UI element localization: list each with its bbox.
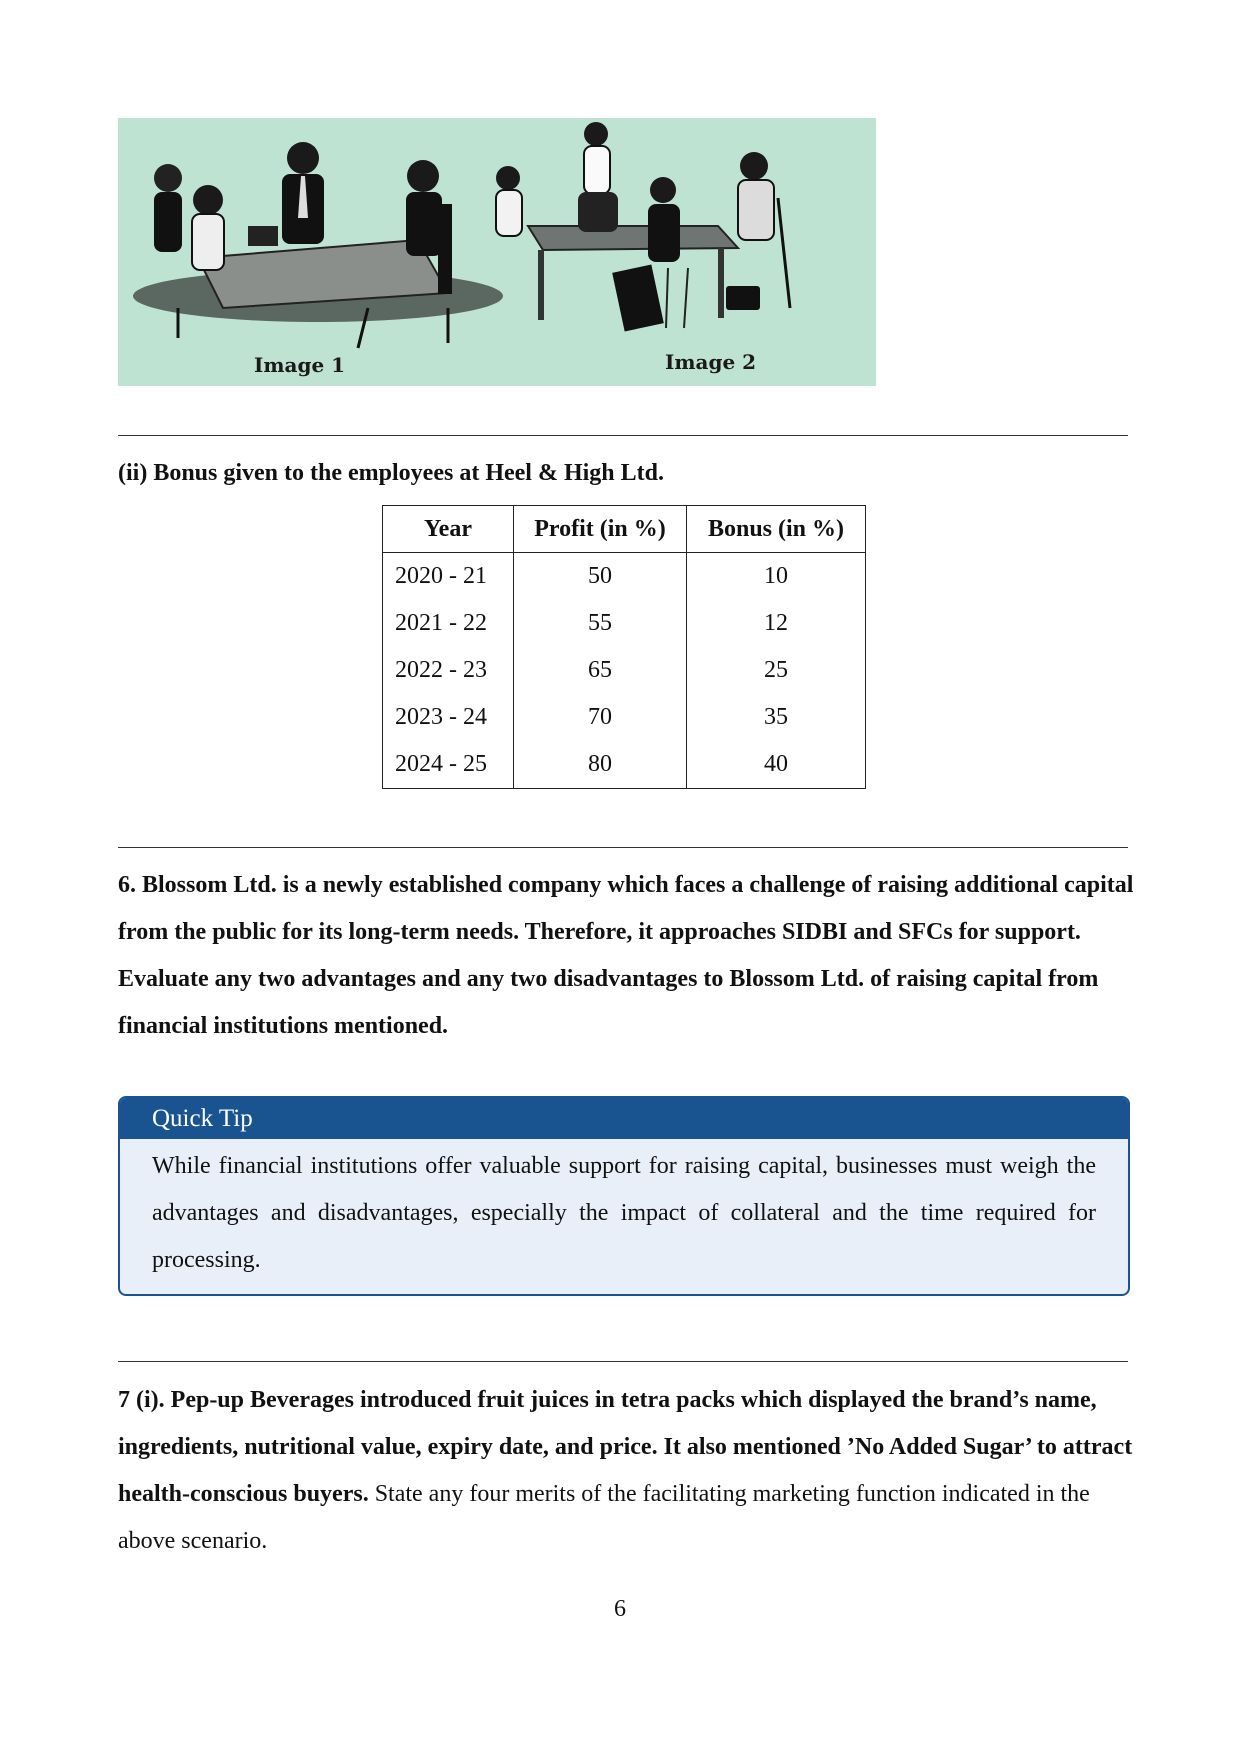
divider	[118, 847, 1128, 848]
table-row	[383, 694, 866, 741]
profit-cell: 50	[514, 553, 687, 601]
profit-cell: 65	[514, 647, 687, 694]
question-6	[118, 862, 1138, 1050]
office-meeting-scenes	[118, 118, 876, 386]
divider	[118, 1361, 1128, 1362]
bonus-cell: 40	[687, 741, 866, 789]
bonus-cell: 12	[687, 600, 866, 647]
profit-header: Profit (in %)	[514, 506, 687, 553]
formal-meeting-scene	[133, 142, 503, 348]
page-number: 6	[614, 1596, 626, 1622]
year-cell: 2024 - 25	[383, 741, 514, 789]
profit-cell: 70	[514, 694, 687, 741]
casual-meeting-scene	[496, 122, 790, 332]
table-row	[383, 553, 866, 601]
bonus-header: Bonus (in %)	[687, 506, 866, 553]
bonus-cell: 25	[687, 647, 866, 694]
quick-tip-body: While financial institutions offer valuable support for raising capital, businesses must weigh the advantages and disadvantages, especially the impact of collateral and the time required for processing.	[152, 1153, 1096, 1273]
meeting-illustration	[118, 118, 876, 386]
year-cell: 2021 - 22	[383, 600, 514, 647]
year-cell: 2023 - 24	[383, 694, 514, 741]
image2-caption: Image 2	[665, 350, 757, 374]
table-header-row	[383, 506, 866, 553]
question-7	[118, 1377, 1138, 1565]
quick-tip-box	[118, 1096, 1130, 1296]
image1-caption: Image 1	[254, 353, 346, 377]
quick-tip-title: Quick Tip	[120, 1098, 1128, 1139]
table-row	[383, 600, 866, 647]
year-header: Year	[383, 506, 514, 553]
table-row	[383, 741, 866, 789]
bonus-table	[382, 505, 866, 789]
question-6-text: 6. Blossom Ltd. is a newly established company which faces a challenge of raising additional capital from the public for its long-term needs. Therefore, it approaches SIDBI and SFCs for support. Evaluate any two advantages and any two disadvantages to Blossom Ltd. of raising capital from financial institutions mentioned.	[118, 872, 1134, 1039]
bonus-heading: (ii) Bonus given to the employees at Heel & High Ltd.	[118, 460, 664, 486]
question-7-normal-text: State any four merits of the facilitating marketing function indicated in the above scenario.	[118, 1481, 1090, 1554]
year-cell: 2020 - 21	[383, 553, 514, 601]
bonus-cell: 35	[687, 694, 866, 741]
question-7-bold-text: 7 (i). Pep-up Beverages introduced fruit juices in tetra packs which displayed the brand’s name, ingredients, nutritional value, expiry date, and price. It also mentioned ’No Added Sugar’ to attract health-conscious buyers.	[118, 1387, 1133, 1507]
year-cell: 2022 - 23	[383, 647, 514, 694]
profit-cell: 55	[514, 600, 687, 647]
profit-cell: 80	[514, 741, 687, 789]
bonus-cell: 10	[687, 553, 866, 601]
divider	[118, 435, 1128, 436]
table-row	[383, 647, 866, 694]
